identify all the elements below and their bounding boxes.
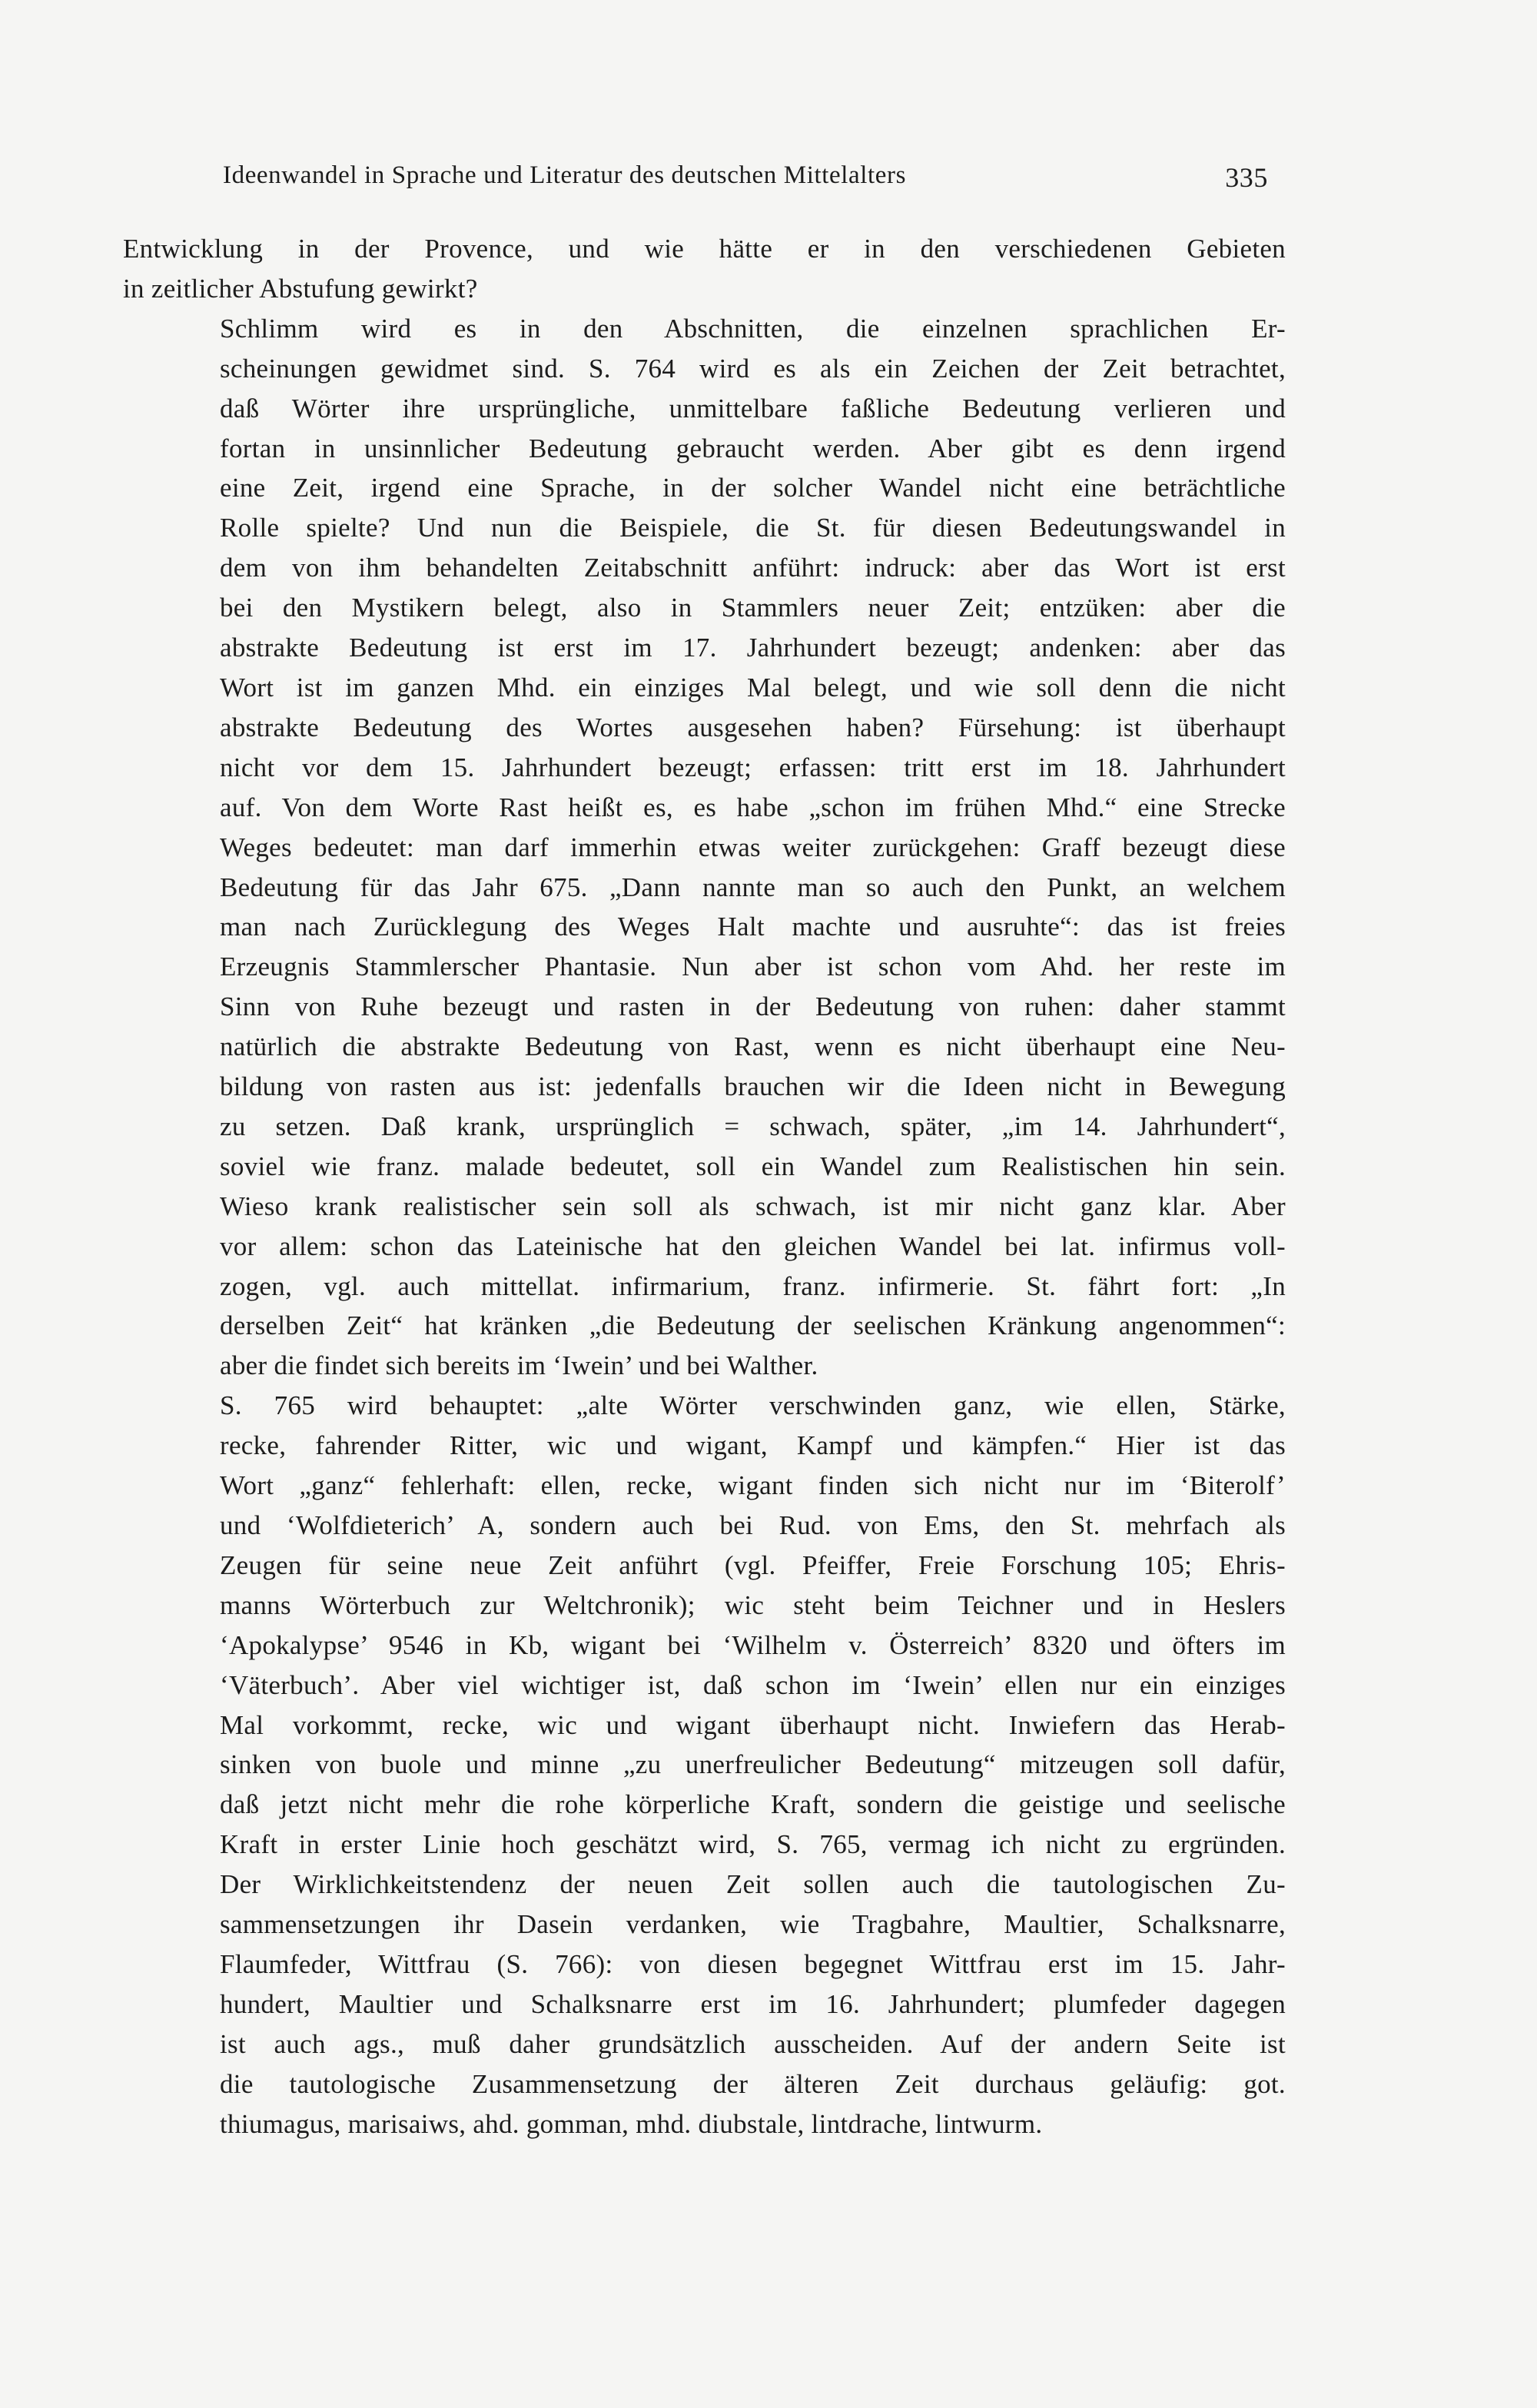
text-line: Der Wirklichkeitstendenz der neuen Zeit sollen auch die tautologischen Zu- [220, 1869, 1286, 1900]
text-line: Wort ist im ganzen Mhd. ein einziges Mal belegt, und wie soll denn die nicht [220, 672, 1286, 702]
text-line: bei den Mystikern belegt, also in Stammlers neuer Zeit; entzüken: aber die [220, 593, 1286, 623]
text-line: auf. Von dem Worte Rast heißt es, es habe „schon im frühen Mhd.“ eine Strecke [220, 792, 1286, 822]
text-line: scheinungen gewidmet sind. S. 764 wird es als ein Zeichen der Zeit betrachtet, [220, 353, 1286, 384]
text-line: bildung von rasten aus ist: jedenfalls brauchen wir die Ideen nicht in Bewegung [220, 1071, 1286, 1102]
text-line: Weges bedeutet: man darf immerhin etwas weiter zurückgehen: Graff bezeugt diese [220, 832, 1286, 862]
text-line: ‘Apokalypse’ 9546 in Kb, wigant bei ‘Wilhelm v. Österreich’ 8320 und öfters im [220, 1629, 1286, 1660]
text-line: eine Zeit, irgend eine Sprache, in der solcher Wandel nicht eine beträchtliche [220, 473, 1286, 503]
text-line: thiumagus, marisaiws, ahd. gomman, mhd. diubstale, lintdrache, lintwurm. [220, 2108, 1043, 2139]
text-line: und ‘Wolfdieterich’ A, sondern auch bei Rud. von Ems, den St. mehrfach als [220, 1510, 1286, 1540]
text-line: Wieso krank realistischer sein soll als schwach, ist mir nicht ganz klar. Aber [220, 1191, 1286, 1221]
text-line: aber die findet sich bereits im ‘Iwein’ und bei Walther. [220, 1350, 818, 1381]
text-line: Entwicklung in der Provence, und wie hätte er in den verschiedenen Gebieten [123, 234, 1286, 264]
text-line: dem von ihm behandelten Zeitabschnitt anführt: indruck: aber das Wort ist erst [220, 553, 1286, 583]
text-line: vor allem: schon das Lateinische hat den gleichen Wandel bei lat. infirmus voll- [220, 1231, 1286, 1261]
running-head-title: Ideenwandel in Sprache und Literatur des deutschen Mittelalters [223, 161, 907, 189]
paragraph [123, 309, 1286, 1386]
paragraph [123, 229, 1286, 309]
text-line: Bedeutung für das Jahr 675. „Dann nannte man so auch den Punkt, an welchem [220, 872, 1286, 902]
text-line: manns Wörterbuch zur Weltchronik); wic steht beim Teichner und in Heslers [220, 1589, 1286, 1620]
text-line: zu setzen. Daß krank, ursprünglich = schwach, später, „im 14. Jahrhundert“, [220, 1111, 1286, 1141]
text-line: Sinn von Ruhe bezeugt und rasten in der Bedeutung von ruhen: daher stammt [220, 991, 1286, 1022]
text-line: hundert, Maultier und Schalksnarre erst im 16. Jahrhundert; plumfeder dagegen [220, 1988, 1286, 2019]
text-line: Schlimm wird es in den Abschnitten, die einzelnen sprachlichen Er- [220, 313, 1286, 344]
text-line: Flaumfeder, Wittfrau (S. 766): von diesen begegnet Wittfrau erst im 15. Jahr- [220, 1948, 1286, 1979]
text-line: ist auch ags., muß daher grundsätzlich ausscheiden. Auf der andern Seite ist [220, 2028, 1286, 2059]
text-line: abstrakte Bedeutung des Wortes ausgesehen haben? Fürsehung: ist überhaupt [220, 712, 1286, 742]
page-number: 335 [1225, 162, 1268, 193]
text-line: sinken von buole und minne „zu unerfreulicher Bedeutung“ mitzeugen soll dafür, [220, 1749, 1286, 1780]
text-line: die tautologische Zusammensetzung der älteren Zeit durchaus geläufig: got. [220, 2068, 1286, 2099]
text-line: zogen, vgl. auch mittellat. infirmarium, franz. infirmerie. St. fährt fort: „In [220, 1270, 1286, 1301]
text-line: sammensetzungen ihr Dasein verdanken, wie Tragbahre, Maultier, Schalksnarre, [220, 1909, 1286, 1940]
text-line: ‘Väterbuch’. Aber viel wichtiger ist, daß schon im ‘Iwein’ ellen nur ein einziges [220, 1669, 1286, 1700]
text-line: in zeitlicher Abstufung gewirkt? [123, 273, 478, 304]
text-line: Zeugen für seine neue Zeit anführt (vgl. Pfeiffer, Freie Forschung 105; Ehris- [220, 1549, 1286, 1580]
text-line: Erzeugnis Stammlerscher Phantasie. Nun aber ist schon vom Ahd. her reste im [220, 952, 1286, 982]
text-line: man nach Zurücklegung des Weges Halt machte und ausruhte“: das ist freies [220, 912, 1286, 942]
paragraph [123, 1386, 1286, 2144]
text-line: natürlich die abstrakte Bedeutung von Rast, wenn es nicht überhaupt eine Neu- [220, 1031, 1286, 1062]
text-line: Mal vorkommt, recke, wic und wigant überhaupt nicht. Inwiefern das Herab- [220, 1709, 1286, 1740]
text-line: S. 765 wird behauptet: „alte Wörter verschwinden ganz, wie ellen, Stärke, [220, 1390, 1286, 1421]
text-line: soviel wie franz. malade bedeutet, soll ein Wandel zum Realistischen hin sein. [220, 1151, 1286, 1181]
text-line: abstrakte Bedeutung ist erst im 17. Jahrhundert bezeugt; andenken: aber das [220, 633, 1286, 663]
text-line: Rolle spielte? Und nun die Beispiele, die St. für diesen Bedeutungswandel in [220, 513, 1286, 543]
text-line: fortan in unsinnlicher Bedeutung gebraucht werden. Aber gibt es denn irgend [220, 433, 1286, 463]
text-line: daß Wörter ihre ursprüngliche, unmittelbare faßliche Bedeutung verlieren und [220, 393, 1286, 423]
text-line: derselben Zeit“ hat kränken „die Bedeutung der seelischen Kränkung angenommen“: [220, 1310, 1286, 1341]
text-line: daß jetzt nicht mehr die rohe körperliche Kraft, sondern die geistige und seelische [220, 1789, 1286, 1820]
text-line: nicht vor dem 15. Jahrhundert bezeugt; erfassen: tritt erst im 18. Jahrhundert [220, 752, 1286, 782]
text-line: recke, fahrender Ritter, wic und wigant, Kampf und kämpfen.“ Hier ist das [220, 1430, 1286, 1461]
body-text [123, 229, 1286, 2144]
text-line: Wort „ganz“ fehlerhaft: ellen, recke, wigant finden sich nicht nur im ‘Biterolf’ [220, 1470, 1286, 1501]
text-line: Kraft in erster Linie hoch geschätzt wird, S. 765, vermag ich nicht zu ergründen. [220, 1829, 1286, 1860]
